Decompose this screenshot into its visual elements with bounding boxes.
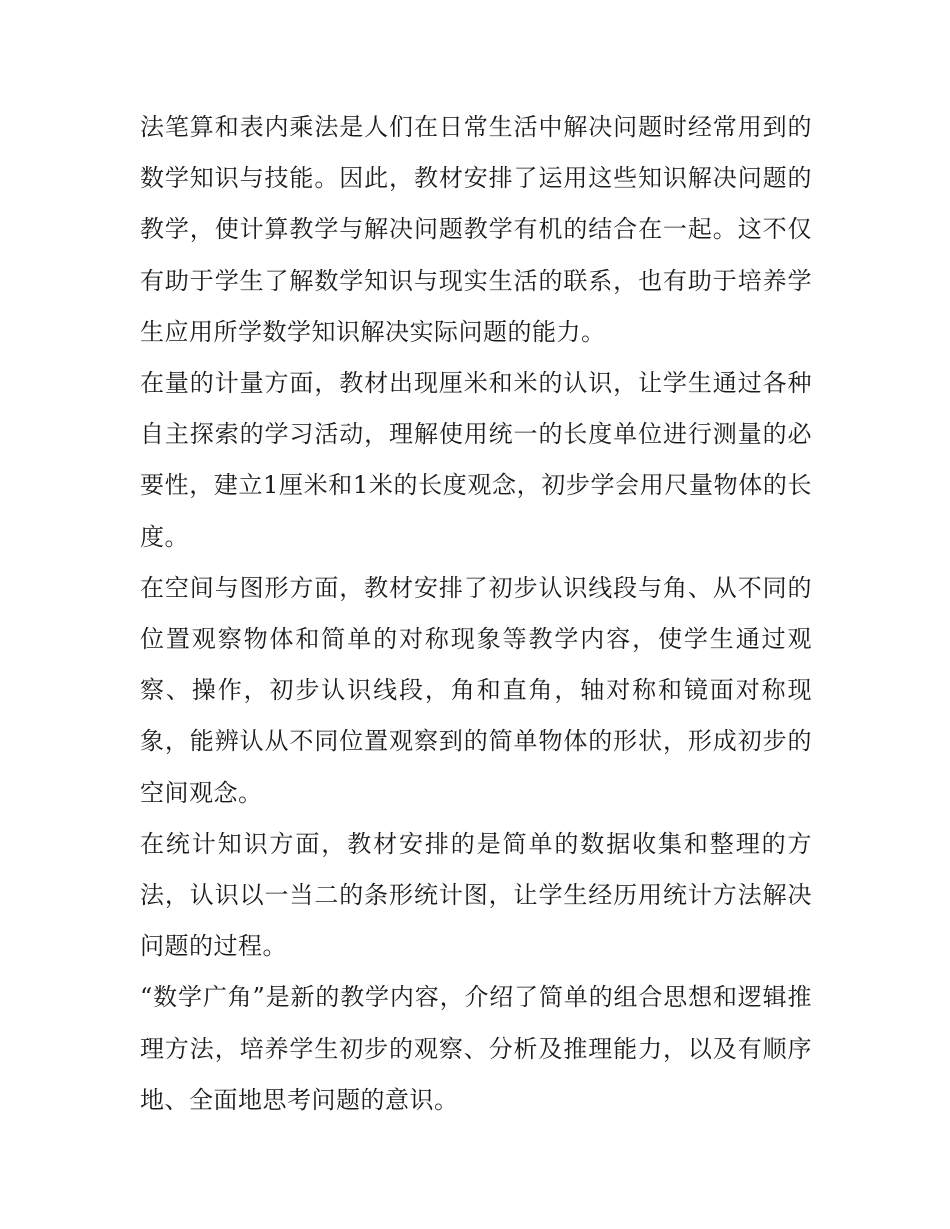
paragraph-calculation: 法笔算和表内乘法是人们在日常生活中解决问题时经常用到的数学知识与技能。因此，教材安排了运用这些知识解决问题的教学，使计算教学与解决问题教学有机的结合在一起。这不仅有助于学生了解数学知识与现实生活的联系，也有助于培养学生应用所学数学知识解决实际问题的能力。 — [140, 113, 812, 346]
paragraph-measurement: 在量的计量方面，教材出现厘米和米的认识，让学生通过各种自主探索的学习活动，理解使用统一的长度单位进行测量的必要性，建立1厘米和1米的长度观念，初步学会用尺量物体的长度。 — [140, 369, 812, 551]
paragraph-statistics: 在统计知识方面，教材安排的是简单的数据收集和整理的方法，认识以一当二的条形统计图，让学生经历用统计方法解决问题的过程。 — [140, 829, 812, 961]
document-page — [140, 102, 812, 1126]
paragraph-math-corner: “数学广角”是新的教学内容，介绍了简单的组合思想和逻辑推理方法，培养学生初步的观察、分析及推理能力，以及有顺序地、全面地思考问题的意识。 — [140, 983, 812, 1114]
paragraph-geometry: 在空间与图形方面，教材安排了初步认识线段与角、从不同的位置观察物体和简单的对称现象等教学内容，使学生通过观察、操作，初步认识线段，角和直角，轴对称和镜面对称现象，能辨认从不同位置观察到的简单物体的形状，形成初步的空间观念。 — [140, 573, 812, 807]
